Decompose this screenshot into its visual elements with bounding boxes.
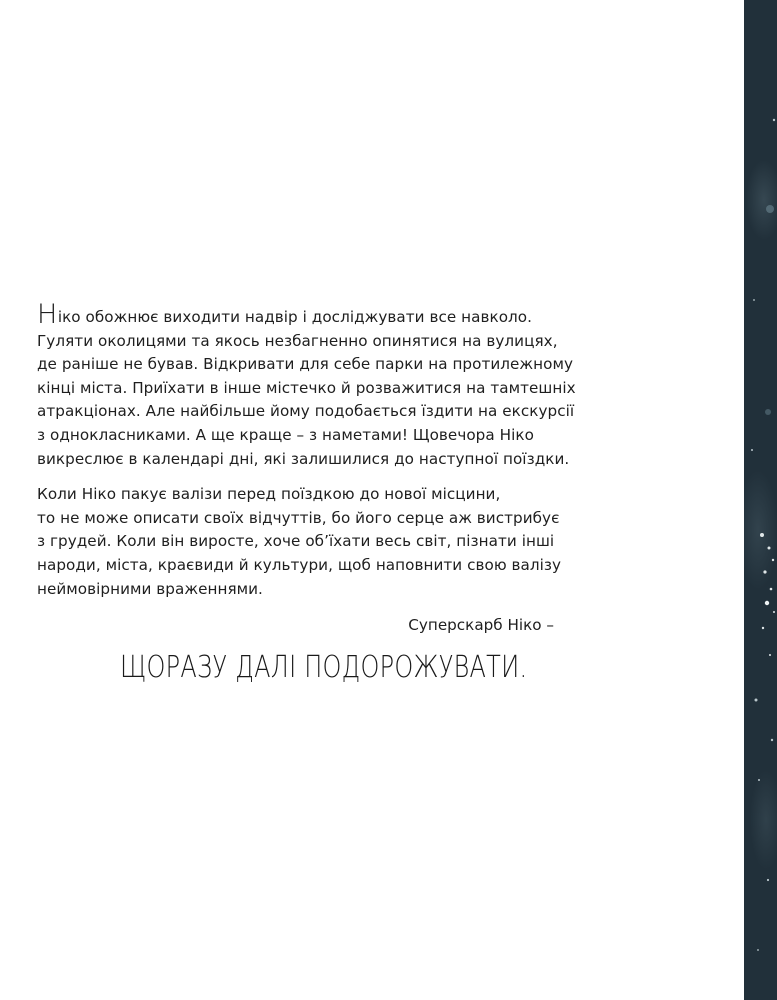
paragraph-1-line-4: кінці міста. Приїхати в інше містечко й розважитися на тамтешніх <box>37 378 576 397</box>
paragraph-2 <box>37 483 627 601</box>
paragraph-1-line-7: викреслює в календарі дні, які залишилися до наступної поїздки. <box>37 449 570 468</box>
paragraph-1-line-3: де раніше не бував. Відкривати для себе парки на протилежному <box>37 355 574 374</box>
paragraph-1-line-5: атракціонах. Але найбільше йому подобається їздити на екскурсії <box>37 402 575 421</box>
paragraph-2-line-1: Коли Ніко пакує валізи перед поїздкою до нової місцини, <box>37 485 501 504</box>
paragraph-2-line-5: неймовірними враженнями. <box>37 579 263 598</box>
paragraph-1-line-1-rest: іко обожнює виходити надвір і досліджувати все навколо. <box>57 308 533 326</box>
paragraph-2-line-3: з грудей. Коли він виросте, хоче об’їхати весь світ, пізнати інші <box>37 532 555 551</box>
paragraph-2-line-2: то не може описати своїх відчуттів, бо його серце аж вистрибує <box>37 508 560 527</box>
motto-lead: Суперскарб Ніко – <box>408 616 554 634</box>
paragraph-1-line-6: з однокласниками. А ще краще – з наметами! Щовечора Ніко <box>37 425 534 444</box>
paragraph-1 <box>37 299 627 471</box>
paragraph-2-line-4: народи, міста, краєвиди й культури, щоб наповнити свою валізу <box>37 555 562 574</box>
motto-headline: ЩОРАЗУ ДАЛІ ПОДОРОЖУВАТИ. <box>120 650 528 685</box>
drop-cap: Н <box>37 299 58 330</box>
story-text <box>37 299 627 601</box>
paragraph-1-line-2: Гуляти околицями та якось незбагненно опинятися на вулицях, <box>37 331 558 350</box>
paragraph-1-line-1 <box>37 299 627 330</box>
starry-night-illustration <box>744 0 777 1000</box>
starry-night-art <box>744 0 777 1000</box>
